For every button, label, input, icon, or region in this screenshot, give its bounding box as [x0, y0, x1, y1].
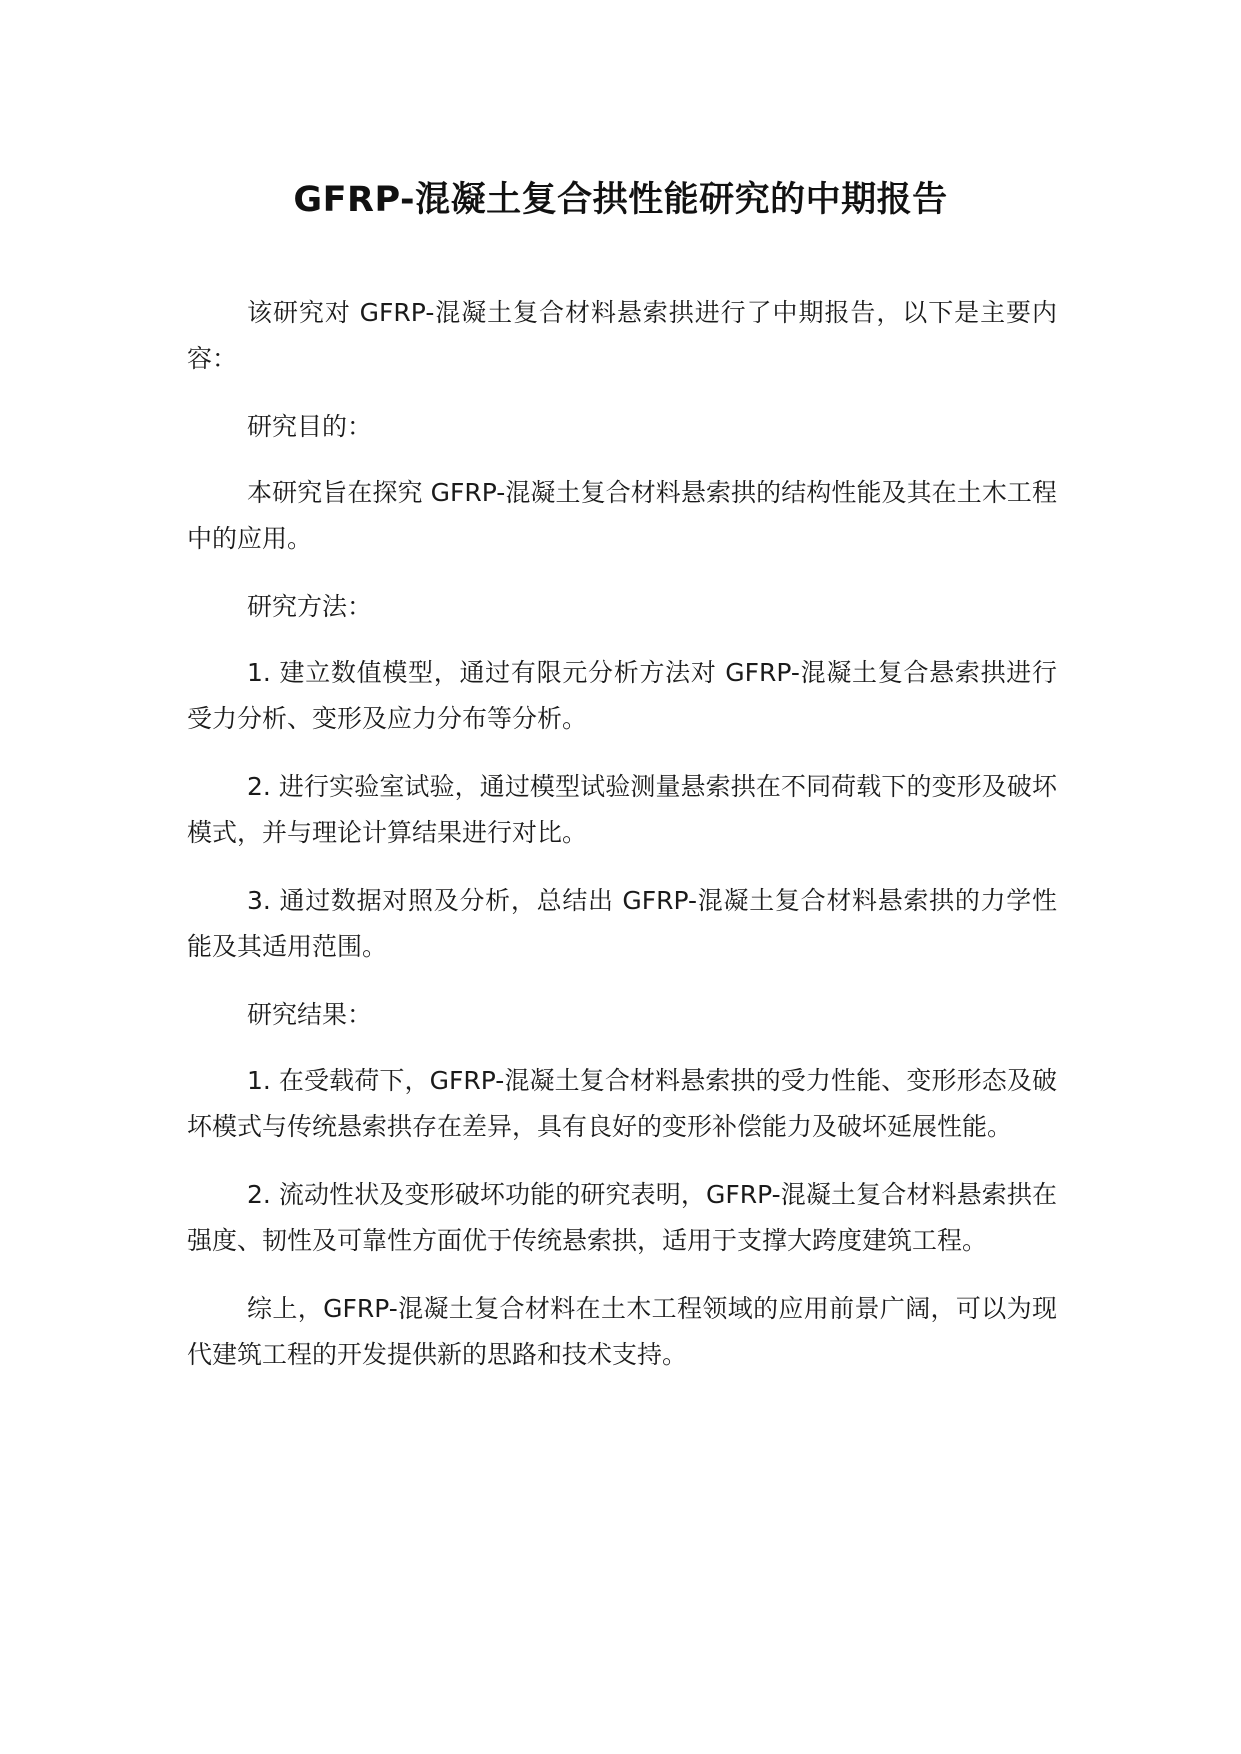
method-heading: 研究方法：	[247, 592, 373, 621]
purpose-paragraph: 本研究旨在探究 GFRP-混凝土复合材料悬索拱的结构性能及其在土木工程中的应用。	[187, 478, 1057, 553]
method-item: 1. 建立数值模型，通过有限元分析方法对 GFRP-混凝土复合悬索拱进行受力分析、变形及应力分布等分析。	[187, 658, 1057, 733]
method-item: 2. 进行实验室试验，通过模型试验测量悬索拱在不同荷载下的变形及破坏模式，并与理论计算结果进行对比。	[187, 772, 1057, 847]
result-heading: 研究结果：	[247, 1000, 373, 1029]
intro-paragraph: 该研究对 GFRP-混凝土复合材料悬索拱进行了中期报告，以下是主要内容：	[187, 298, 1057, 373]
result-item: 2. 流动性状及变形破坏功能的研究表明，GFRP-混凝土复合材料悬索拱在强度、韧性及可靠性方面优于传统悬索拱，适用于支撑大跨度建筑工程。	[187, 1180, 1057, 1255]
result-item: 1. 在受载荷下，GFRP-混凝土复合材料悬索拱的受力性能、变形形态及破坏模式与传统悬索拱存在差异，具有良好的变形补偿能力及破坏延展性能。	[187, 1066, 1057, 1141]
document-body	[187, 290, 1057, 1400]
conclusion-paragraph: 综上，GFRP-混凝土复合材料在土木工程领域的应用前景广阔，可以为现代建筑工程的开发提供新的思路和技术支持。	[187, 1294, 1057, 1369]
document-title: GFRP-混凝土复合拱性能研究的中期报告	[293, 180, 948, 220]
method-item: 3. 通过数据对照及分析，总结出 GFRP-混凝土复合材料悬索拱的力学性能及其适用范围。	[187, 886, 1057, 961]
purpose-heading: 研究目的：	[247, 412, 373, 441]
